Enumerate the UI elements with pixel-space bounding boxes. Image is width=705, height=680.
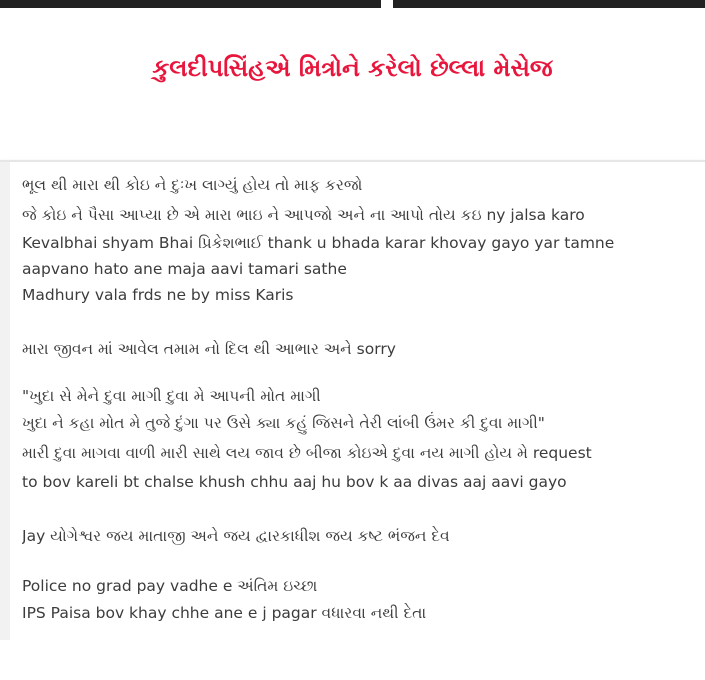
top-bar-left bbox=[0, 0, 381, 8]
headline: કુલદીપસિંહએ મિત્રોને કરેલો છેલ્લા મેસેજ bbox=[152, 54, 553, 82]
message-line: "ખુદા સે મેને દુવા માગી દુવા મે આપની મોત માગી bbox=[22, 387, 321, 405]
message-line: ખુદા ને કહા મોત મે તુજે દુંગા પર ઉસે ક્યા કહું જિસને તેરી લાંબી ઉંમર કી દુવા માગી" bbox=[22, 414, 545, 432]
bottom-strip bbox=[0, 640, 705, 680]
message-line: મારી દુવા માગવા વાળી મારી સાથે લય જાવ છે બીજા કોઇએ દુવા નય માગી હોય મે request bbox=[22, 444, 592, 462]
top-bar-right bbox=[393, 0, 705, 8]
message-line: Madhury vala frds ne by miss Karis bbox=[22, 286, 294, 304]
message-line: to bov kareli bt chalse khush chhu aaj hu bov k aa divas aaj aavi gayo bbox=[22, 473, 567, 491]
message-line: Kevalbhai shyam Bhai પ્રિકેશભાઈ thank u bhada karar khovay gayo yar tamne bbox=[22, 234, 615, 252]
message-line: aapvano hato ane maja aavi tamari sathe bbox=[22, 260, 347, 278]
message-line: ભૂલ થી મારા થી કોઇ ને દુઃખ લાગ્યું હોય તો માફ કરજો bbox=[22, 176, 363, 194]
message-line: મારા જીવન માં આવેલ તમામ નો દિલ થી આભાર અને sorry bbox=[22, 340, 396, 358]
message-line: IPS Paisa bov khay chhe ane e j pagar વધારવા નથી દેતા bbox=[22, 604, 427, 622]
message-line: Police no grad pay vadhe e અંતિમ ઇચ્છા bbox=[22, 577, 318, 595]
message-line: જે કોઇ ને પૈસા આપ્યા છે એ મારા ભાઇ ને આપજો અને ના આપો તોય કઇ ny jalsa karo bbox=[22, 206, 585, 224]
message-line: Jay યોગેશ્વર જય માતાજી અને જય દ્વારકાધીશ જય કષ્ટ ભંજન દેવ bbox=[22, 527, 450, 545]
